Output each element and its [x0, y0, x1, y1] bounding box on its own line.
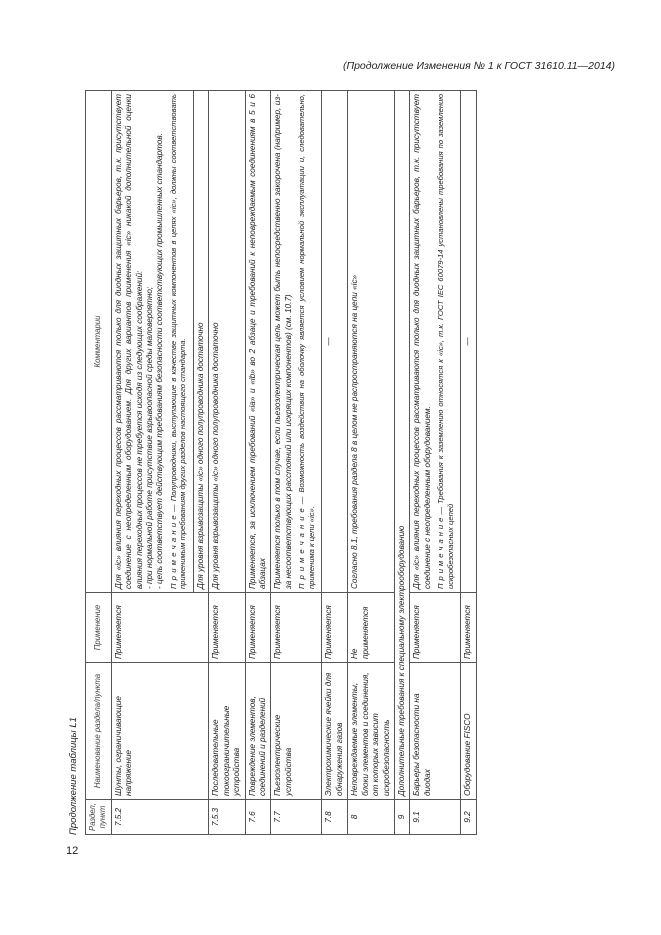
row-section: 9.1: [410, 800, 461, 835]
row-comment: —: [461, 91, 476, 593]
column-header-section: Раздел, пункт: [86, 800, 112, 835]
row-application: Применяется: [271, 593, 322, 663]
row-name: Неповреждаемые элементы, блоки элементов и соединения, от которых зависит искробезопасность: [348, 663, 395, 800]
column-header-name: Наименование раздела/пункта: [86, 663, 112, 800]
row-application: Применяется: [209, 593, 245, 663]
row-section: 7.5.2: [111, 800, 209, 835]
row-section: 9.2: [461, 800, 476, 835]
row-application: Применяется: [410, 593, 461, 663]
row-section: 8: [348, 800, 395, 835]
row-section: 7.8: [322, 800, 348, 835]
comparison-table: [85, 90, 477, 835]
row-section: 7.5.3: [209, 800, 245, 835]
comment-bullet: - цепь соответствует действующим требованиям безопасности соответствующих промышленных стандартов.: [155, 133, 165, 589]
row-section: 7.6: [245, 800, 271, 835]
row-application: Применяется: [322, 593, 348, 663]
row-name: Шунты, ограничивающие напряжение: [111, 663, 209, 800]
column-header-comments: Комментарии: [86, 91, 112, 593]
row-section: 7.7: [271, 800, 322, 835]
row-span-text: Дополнительные требования к специальному электрооборудованию: [394, 91, 409, 800]
table-row: [271, 91, 322, 835]
row-application: Применяется: [461, 593, 476, 663]
table-caption: Продолжение таблицы L1: [68, 717, 79, 835]
comment-note: П р и м е ч а н и е — Возможность воздействия на оболочку является условием нормальной эксплуатации и, следовательно, применима к цепи «ic».: [297, 94, 316, 589]
rotated-content: [63, 90, 615, 835]
page-number: 12: [66, 845, 79, 857]
row-section: 9: [394, 800, 409, 835]
column-header-application: Применение: [86, 593, 112, 663]
row-application: Применяется: [245, 593, 271, 663]
comment-bullet: - при нормальной работе присутствие взрывоопасной среды маловероятно;: [145, 286, 155, 589]
row-name: Пьезоэлектрические устройства: [271, 663, 322, 800]
row-comment: —: [322, 91, 348, 593]
row-comment: Для уровня взрывозащиты «ic» одного полупроводника достаточно: [209, 91, 245, 593]
row-name: Последовательные токоограничительные устройства: [209, 663, 245, 800]
document-continuation-header: (Продолжение Изменения № 1 к ГОСТ 31610.11—2014): [342, 60, 615, 72]
row-application: Применяется: [111, 593, 209, 663]
table-row: [348, 91, 395, 835]
table-row: [461, 91, 476, 835]
row-name: Повреждение элементов, соединений и разделений: [245, 663, 271, 800]
row-application: Не применяется: [348, 593, 395, 663]
row-comment: Применяется, за исключением требований «ia» и «ib» во 2 абзаце и требований к неповреждаемым соединениям в 5 и 6 абзацах: [245, 91, 271, 593]
table-row: [394, 91, 409, 835]
table-row: [322, 91, 348, 835]
comment-note: П р и м е ч а н и е — Требования к заземлению относятся к «ic», т.к. ГОСТ IEC 60079-14 установлены требования по заземлению искробезопасных цепей: [436, 94, 455, 589]
row-comment: [271, 91, 322, 593]
row-comment: [410, 91, 461, 593]
rotated-table-area: [63, 90, 615, 835]
comment-paragraph: Применяется только в том случае, если пьезоэлектрическая цепь может быть непосредственно закорочена (например, из-за несоответствующих расстояний или искрящих компонентов) (см. 10.7): [273, 94, 293, 589]
comment-paragraph: Для «ic» влияния переходных процессов рассматриваются только для диодных защитных барьеров, т.к. присутствует соединение с неопределенным оборудованием.: [412, 94, 432, 589]
row-name: Барьеры безопасности на диодах: [410, 663, 461, 800]
row-name: Электрохимические ячейки для обнаружения газов: [322, 663, 348, 800]
table-row: [209, 91, 245, 835]
table-row: [410, 91, 461, 835]
table-row: [245, 91, 271, 835]
row-name: Оборудование FISCO: [461, 663, 476, 800]
row-comment-extra: Для уровня взрывозащиты «ic» одного полупроводника достаточно: [194, 91, 209, 593]
table-row: [111, 91, 193, 835]
table-header-row: [86, 91, 112, 835]
row-comment: [111, 91, 193, 593]
comment-paragraph: Для «ic» влияния переходных процессов рассматриваются только для диодных защитных барьеров, т.к. присутствует соединение с неопределенным оборудованием. Для других вариантов применения «ic» никакой дополнительной оценки влияния переходных процессов не требуется исходя из следующих соображений:: [113, 94, 144, 589]
row-comment: Согласно 8.1, требования раздела 8 в целом не распространяются на цепи «ic»: [348, 91, 395, 593]
comment-note: П р и м е ч а н и е — Полупроводники, выступающие в качестве защитных компонентов в цепях «ic», должны соответствовать применимым требованиям других разделов настоящего стандарта.: [168, 94, 188, 589]
